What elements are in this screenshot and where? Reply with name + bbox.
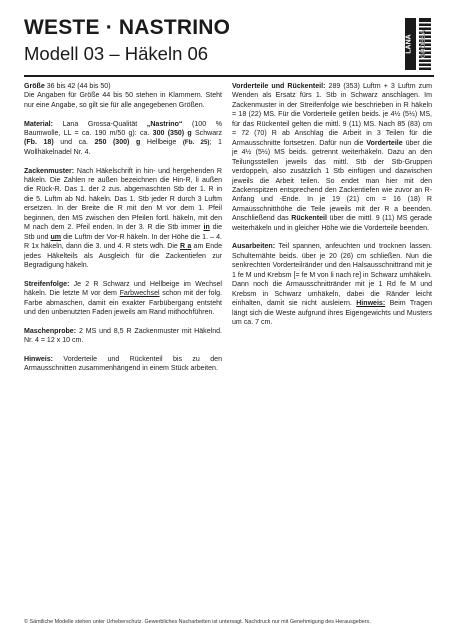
zacken-label: Zackenmuster: — [24, 167, 75, 175]
right-column — [232, 82, 432, 337]
section-material — [24, 120, 222, 158]
vorder-rueckenteil: Rückenteil — [291, 215, 327, 223]
groesse-note: Die Angaben für Größe 44 bis 50 stehen in Klammern. Steht nur eine Angabe, so gilt sie für alle angegebenen Größen. — [24, 92, 222, 109]
header-divider — [24, 75, 434, 77]
section-groesse — [24, 82, 222, 110]
vorder-text: über die je 4½ (5½) MS beids. getrennt weiterhäkeln. Dazu an den Teilungsstellen jeweils das mittl. Stb der Stb-Gruppen verdoppeln, also zusätzlich 1 Stb einfügen und dazwischen jeweils die Arbeit teilen. So endet man hier mit den Zackenspitzen entsprechend den Zackentiefen wie zuvor an R-Anfang und -Ende. In je 19 (21) cm = 16 (18) R Armausschnitthöhe die Teile jeweils mit der R a beenden. Anschließend das — [232, 139, 432, 223]
material-text: (100 % Baumwolle, LL = ca. 190 m/50 g): ca. — [24, 120, 222, 137]
zacken-text: am Ende jedes Häkelteils als Ausgleich für die Zackentiefen zur Begradigung häkeln. — [24, 243, 223, 270]
section-maschenprobe — [24, 327, 222, 346]
streifen-text: schon mit der folg. Farbe abmaschen, damit ein exakter Farbübergang entsteht und den unbenutzten Faden jeweils am Rand mithochführen. — [24, 290, 222, 317]
maschenprobe-label: Maschenprobe: — [24, 327, 77, 335]
vorder-label: Vorderteile und Rückenteil: — [232, 83, 326, 90]
ausarbeiten-text: Teil spannen, anfeuchten und trocknen lassen. Schulternähte beids. über je 20 (26) cm schließen. Nun die senkrechten Vorderteilränder und den Halsausschnittrand mit je 1 fe M und Krebsm [= fe M von li nach re] in Schwarz umhäkeln. Dann noch die Armausschnittränder mit je 1 Rd fe M und Krebsm in Schwarz umhäkeln, dabei die Ränder leicht einhalten, damit sie nicht ausleiern. — [232, 243, 432, 308]
groesse-range: 36 bis 42 (44 bis 50) — [44, 83, 111, 90]
material-amount-black: 300 (350) g — [152, 130, 192, 137]
zacken-um: um — [50, 233, 62, 241]
material-label: Material: — [24, 120, 53, 128]
zacken-text: die Stb und — [24, 224, 222, 241]
vorder-text: 289 (353) Luftm + 3 Luftm zum Wenden als Ersatz fürs 1. Stb in Schwarz anschlagen. Im Zackenmuster in der Streifenfolge wie beschrieben in R häkeln = 18 (22) MS. Für die Vorderteile getilen beids. je 4½ (5½) MS, für das Rückenteil gelten die mittl. 9 (11) MS. Nach 85 (83) cm = 72 (70) R ab Anschlag die Arbeit in 3 Teilen für die Armausschnitte fortsetzen. Dafür nun die — [232, 83, 432, 147]
page-title: WESTE · NASTRINO — [24, 16, 231, 39]
page-subtitle: Modell 03 – Häkeln 06 — [24, 43, 209, 64]
streifen-text: Je 2 R Schwarz und Hellbeige im Wechsel häkeln. Die letzte M vor dem — [24, 280, 222, 298]
section-streifenfolge — [24, 280, 222, 318]
material-text: ; 1 Wollhäkelnadel Nr. 4. — [24, 139, 222, 156]
groesse-label: Größe — [24, 83, 45, 90]
ausarbeiten-text: Beim Tragen längt sich die Weste aufgrund ihres Eigengewichts und Musters um ca. 7 cm. — [232, 300, 432, 327]
section-zackenmuster — [24, 167, 222, 271]
section-hinweis — [24, 355, 222, 374]
zacken-text: die Luftm der Vor-R häkeln. In der Höhe die 1. – 4. R 1x häkeln, dann die 3. und 4. R stets wdh. Die — [24, 233, 222, 251]
hinweis-text: Vorderteile und Rückenteil bis zu den Armausschnitten zusammenhängend in einem Stück arbeiten. — [24, 355, 222, 373]
copyright-footer: © Sämtliche Modelle stehen unter Urheberschutz. Gewerbliches Nacharbeiten ist untersagt. Nachdruck nur mit Genehmigung des Herausgebers. — [24, 619, 371, 625]
streifen-label: Streifenfolge: — [24, 280, 70, 288]
material-text: Lana Grossa-Qualität — [52, 120, 147, 128]
vorder-vorderteile: Vorderteile — [366, 139, 403, 147]
hinweis-label: Hinweis: — [24, 355, 53, 363]
material-text: und ca. — [53, 139, 95, 147]
material-text: Hellbeige — [140, 139, 183, 147]
zacken-in: in — [203, 224, 210, 232]
ausarbeiten-label: Ausarbeiten: — [232, 243, 276, 251]
lana-grossa-logo — [396, 18, 434, 70]
logo-text-lana: LANA — [405, 34, 413, 54]
section-vorderteile — [232, 82, 432, 233]
page-header — [24, 14, 434, 84]
material-amount-beige: 250 (300) g — [94, 139, 141, 147]
material-text: Schwarz — [191, 130, 223, 137]
streifen-farbwechsel: Farbwechsel — [119, 290, 160, 298]
ausarbeiten-hinweis: Hinweis: — [356, 300, 386, 308]
left-column — [24, 82, 222, 383]
zacken-text: Nach Häkelschrift in hin- und hergehenden R häkeln. Die Zahlen re außen bezeichnen die Hin-R, li außen die Rück-R. Das 1. der 2 zus. abgemaschten Stb der 1. R in die 5. Luftm ab Nd. häkeln. Das 1. Stb jeder R durch 3 Luftm ersetzen. In der Breite die R mit den M vor dem 1. Pfeil beginnen, den MS zwischen den Pfeilen fortl. häkeln, mit den M nach dem 2. Pfeil enden. In der 3. R die Stb immer — [24, 167, 222, 232]
material-color-beige: (Fb. 25) — [182, 139, 210, 147]
zacken-r-a: R a — [180, 243, 192, 251]
maschenprobe-text: 2 MS und 8,5 R Zackenmuster mit Häkelnd. Nr. 4 = 12 x 10 cm. — [24, 327, 222, 345]
vorder-text: über die mittl. 9 (11) MS gerade weiterhäkeln und in gleicher Höhe wie die Vorderteile beenden. — [232, 215, 432, 232]
material-yarn: „Nastrino“ — [146, 120, 183, 128]
section-ausarbeiten — [232, 242, 432, 327]
material-color-black: (Fb. 18) — [24, 139, 54, 147]
logo-text-grossa: GROSSA — [420, 29, 427, 59]
